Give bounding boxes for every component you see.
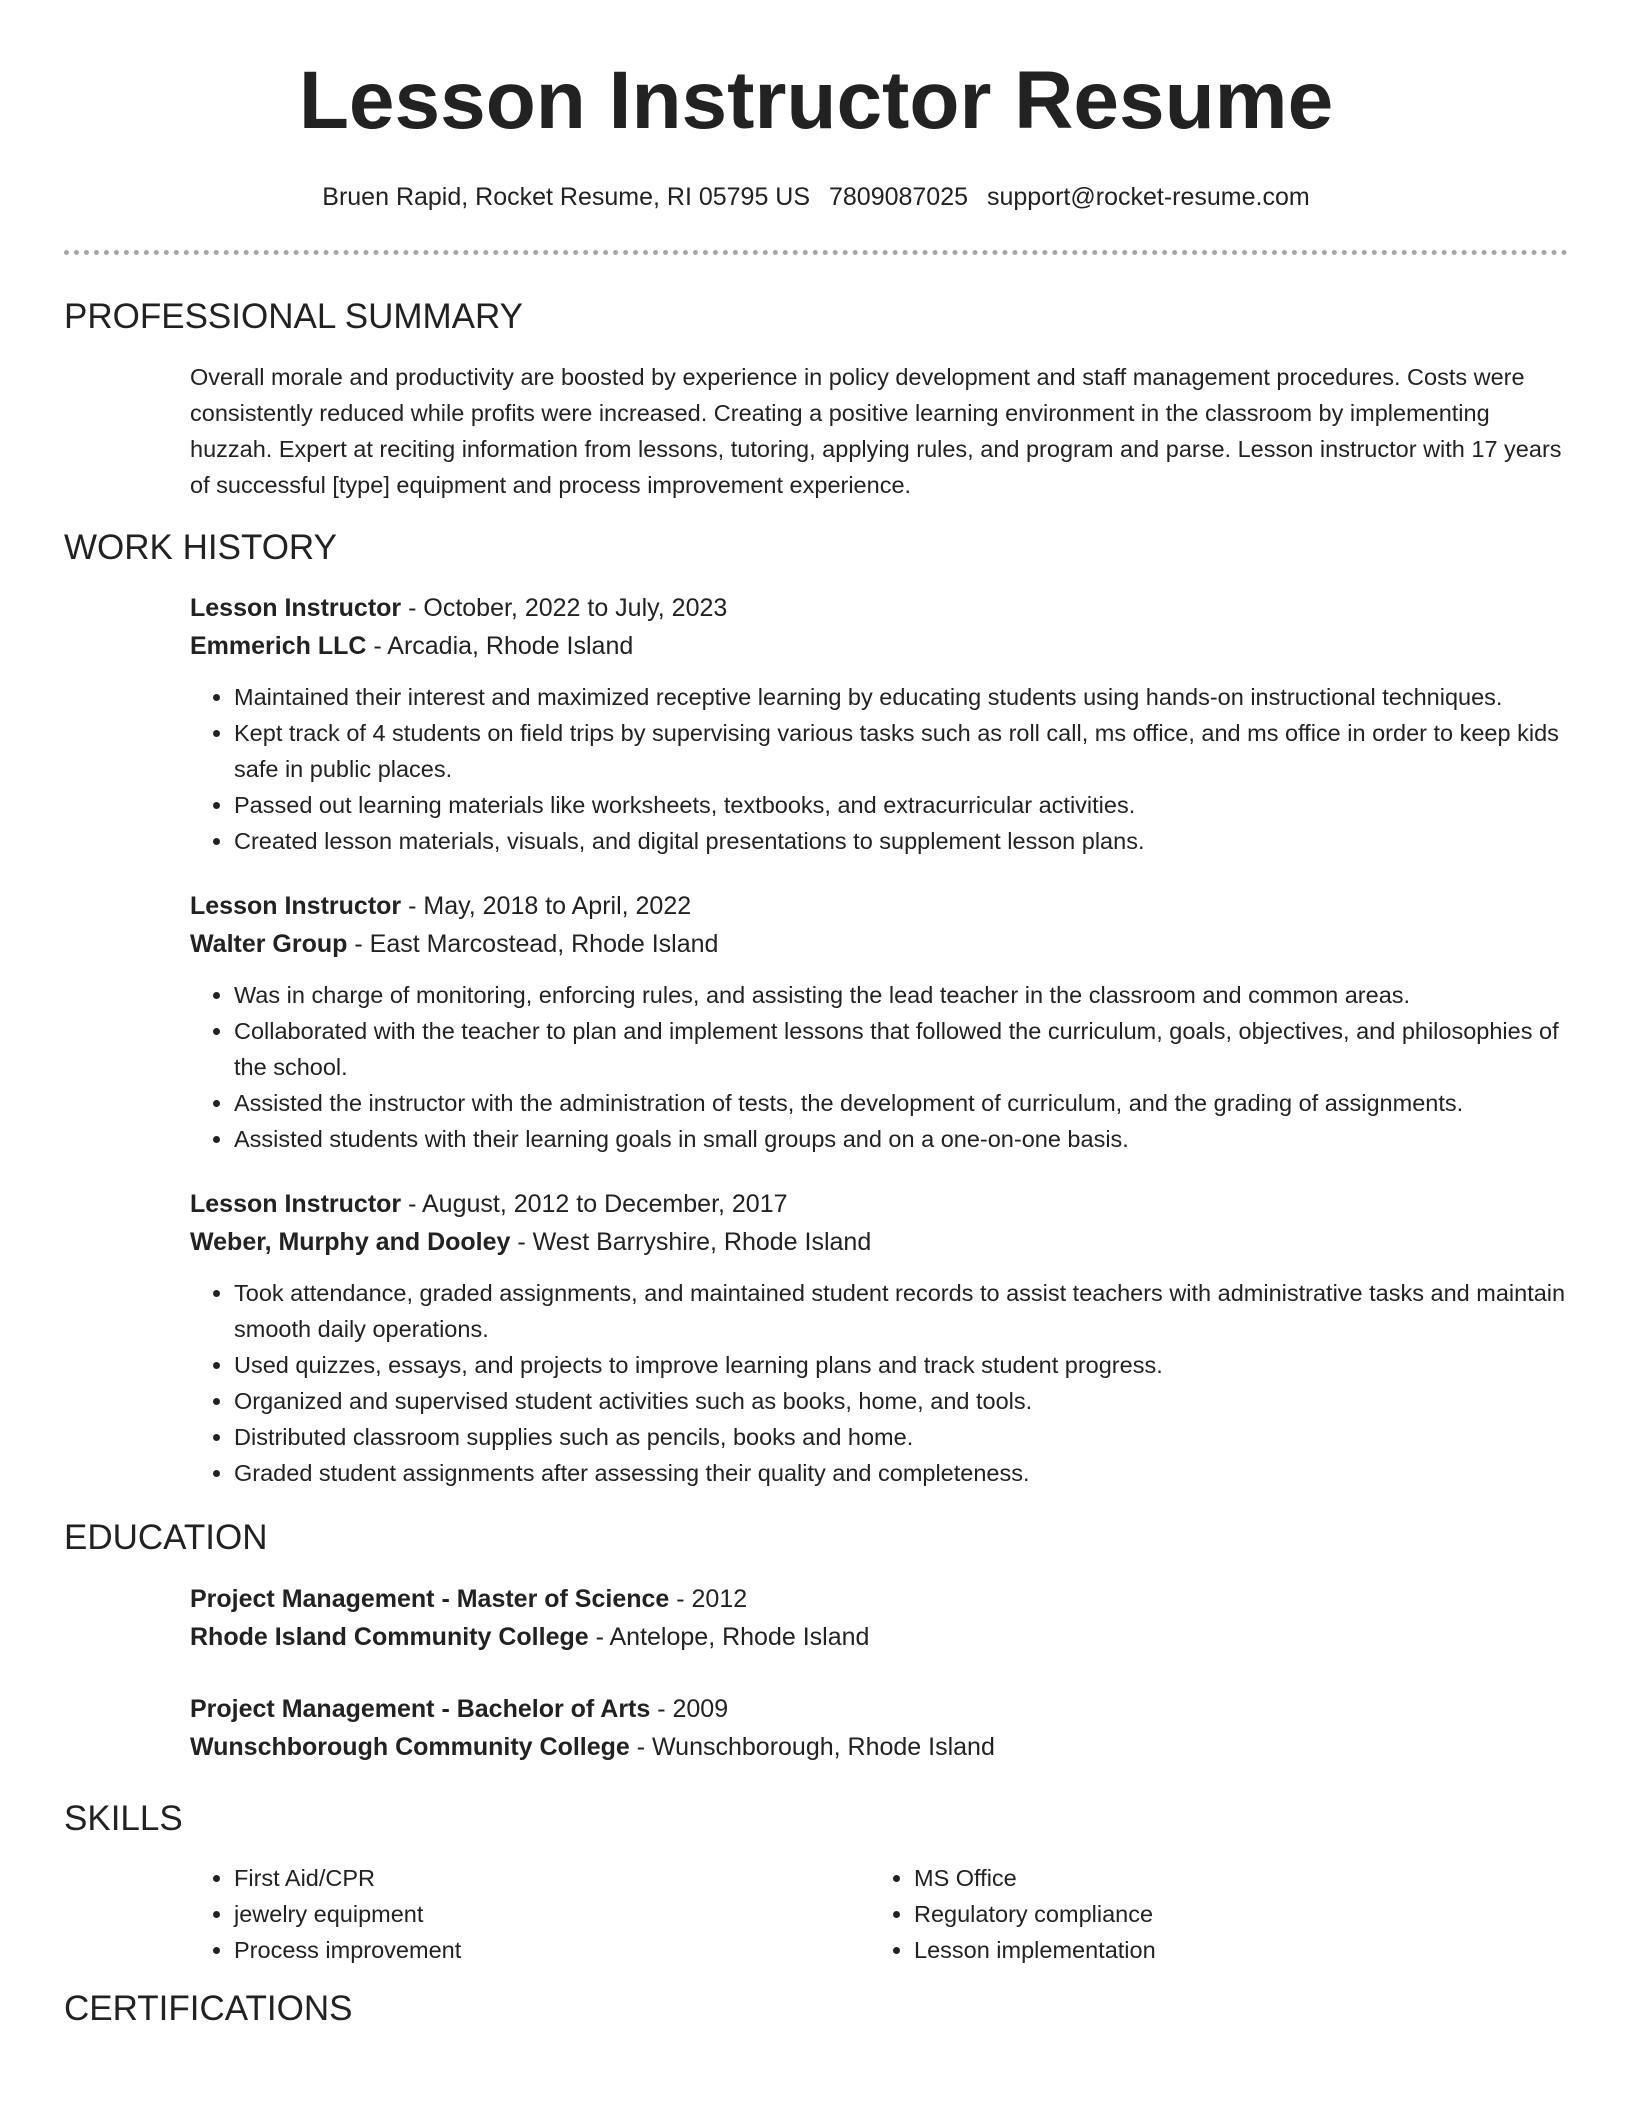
education-entry [64, 1690, 1568, 1766]
education-degree: Project Management - Master of Science [190, 1584, 670, 1613]
summary-section [64, 298, 1568, 503]
job-bullet: • Graded student assignments after assessing their quality and completeness. [234, 1455, 1568, 1491]
work-section [64, 529, 1568, 1492]
job-entry [64, 887, 1568, 1157]
job-bullets [190, 679, 1568, 859]
summary-text: Overall morale and productivity are boosted by experience in policy development and staff management procedures. Costs were consistently reduced while profits were increased. Creating a positive learning environment in the classroom by implementing huzzah. Expert at reciting information from lessons, tutoring, applying rules, and program and parse. Lesson instructor with 17 years of successful [type] equipment and process improvement experience. [190, 363, 1562, 498]
resume-title: Lesson Instructor Resume [298, 55, 1334, 146]
job-company-line [190, 627, 1568, 665]
job-role: Lesson Instructor [190, 892, 402, 920]
job-bullets [190, 977, 1568, 1157]
education-location: - Wunschborough, Rhode Island [629, 1732, 995, 1761]
skill-item: • Process improvement [234, 1932, 870, 1968]
job-bullet: • Organized and supervised student activities such as books, home, and tools. [234, 1383, 1568, 1419]
education-school-line [190, 1618, 1568, 1656]
job-dates: - October, 2022 to July, 2023 [401, 594, 728, 622]
education-heading: EDUCATION [64, 1518, 268, 1557]
job-location: - West Barryshire, Rhode Island [510, 1228, 872, 1256]
job-bullet: • Distributed classroom supplies such as pencils, books and home. [234, 1419, 1568, 1455]
contact-email: support@rocket-resume.com [986, 183, 1310, 211]
skills-columns [64, 1860, 1568, 1968]
skill-item: • MS Office [914, 1860, 1550, 1896]
education-degree: Project Management - Bachelor of Arts [190, 1694, 651, 1723]
job-title-line [190, 1185, 1568, 1223]
contact-line [0, 185, 1632, 210]
education-year: - 2012 [669, 1584, 748, 1613]
job-role: Lesson Instructor [190, 1190, 402, 1218]
header-divider [64, 250, 1568, 255]
job-location: - East Marcostead, Rhode Island [347, 930, 719, 958]
skill-item: • First Aid/CPR [234, 1860, 870, 1896]
skill-item: • jewelry equipment [234, 1896, 870, 1932]
skill-item: • Regulatory compliance [914, 1896, 1550, 1932]
job-bullet: • Passed out learning materials like worksheets, textbooks, and extracurricular activities. [234, 787, 1568, 823]
certifications-section [64, 1990, 1568, 2029]
skills-heading: SKILLS [64, 1798, 183, 1838]
education-school-line [190, 1728, 1568, 1766]
job-location: - Arcadia, Rhode Island [366, 632, 634, 660]
job-bullet: • Took attendance, graded assignments, and maintained student records to assist teachers with administrative tasks and maintain smooth daily operations. [234, 1275, 1568, 1347]
job-role: Lesson Instructor [190, 594, 402, 622]
job-title-line [190, 589, 1568, 627]
certifications-heading: CERTIFICATIONS [64, 1989, 353, 2028]
skill-item: • Lesson implementation [914, 1932, 1550, 1968]
resume-content [64, 298, 1568, 2051]
education-section [64, 1519, 1568, 1766]
job-dates: - May, 2018 to April, 2022 [401, 892, 692, 920]
education-degree-line [190, 1580, 1568, 1618]
education-degree-line [190, 1690, 1568, 1728]
education-year: - 2009 [650, 1694, 729, 1723]
job-company: Weber, Murphy and Dooley [190, 1228, 511, 1256]
job-company: Emmerich LLC [190, 632, 367, 660]
job-company-line [190, 925, 1568, 963]
job-entry [64, 589, 1568, 859]
job-bullet: • Assisted students with their learning goals in small groups and on a one-on-one basis. [234, 1121, 1568, 1157]
contact-phone: 7809087025 [828, 183, 969, 211]
job-bullet: • Kept track of 4 students on field trips by supervising various tasks such as roll call, ms office, and ms office in order to keep kids safe in public places. [234, 715, 1568, 787]
summary-heading: PROFESSIONAL SUMMARY [64, 297, 523, 336]
contact-address: Bruen Rapid, Rocket Resume, RI 05795 US [322, 183, 811, 211]
job-bullets [190, 1275, 1568, 1491]
job-entry [64, 1185, 1568, 1491]
work-heading: WORK HISTORY [64, 527, 337, 567]
education-location: - Antelope, Rhode Island [588, 1622, 870, 1651]
education-school: Rhode Island Community College [190, 1622, 589, 1651]
education-entry [64, 1580, 1568, 1656]
skills-section [64, 1800, 1568, 1969]
job-company: Walter Group [190, 930, 348, 958]
job-dates: - August, 2012 to December, 2017 [401, 1190, 788, 1218]
skills-list-right [870, 1860, 1550, 1968]
job-bullet: • Was in charge of monitoring, enforcing rules, and assisting the lead teacher in the classroom and common areas. [234, 977, 1568, 1013]
job-bullet: • Created lesson materials, visuals, and digital presentations to supplement lesson plans. [234, 823, 1568, 859]
job-bullet: • Maintained their interest and maximized receptive learning by educating students using hands-on instructional techniques. [234, 679, 1568, 715]
job-bullet: • Assisted the instructor with the administration of tests, the development of curriculum, and the grading of assignments. [234, 1085, 1568, 1121]
job-title-line [190, 887, 1568, 925]
job-bullet: • Used quizzes, essays, and projects to improve learning plans and track student progress. [234, 1347, 1568, 1383]
skills-list-left [190, 1860, 870, 1968]
education-school: Wunschborough Community College [190, 1732, 630, 1761]
job-bullet: • Collaborated with the teacher to plan and implement lessons that followed the curriculum, goals, objectives, and philosophies of the school. [234, 1013, 1568, 1085]
job-company-line [190, 1223, 1568, 1261]
